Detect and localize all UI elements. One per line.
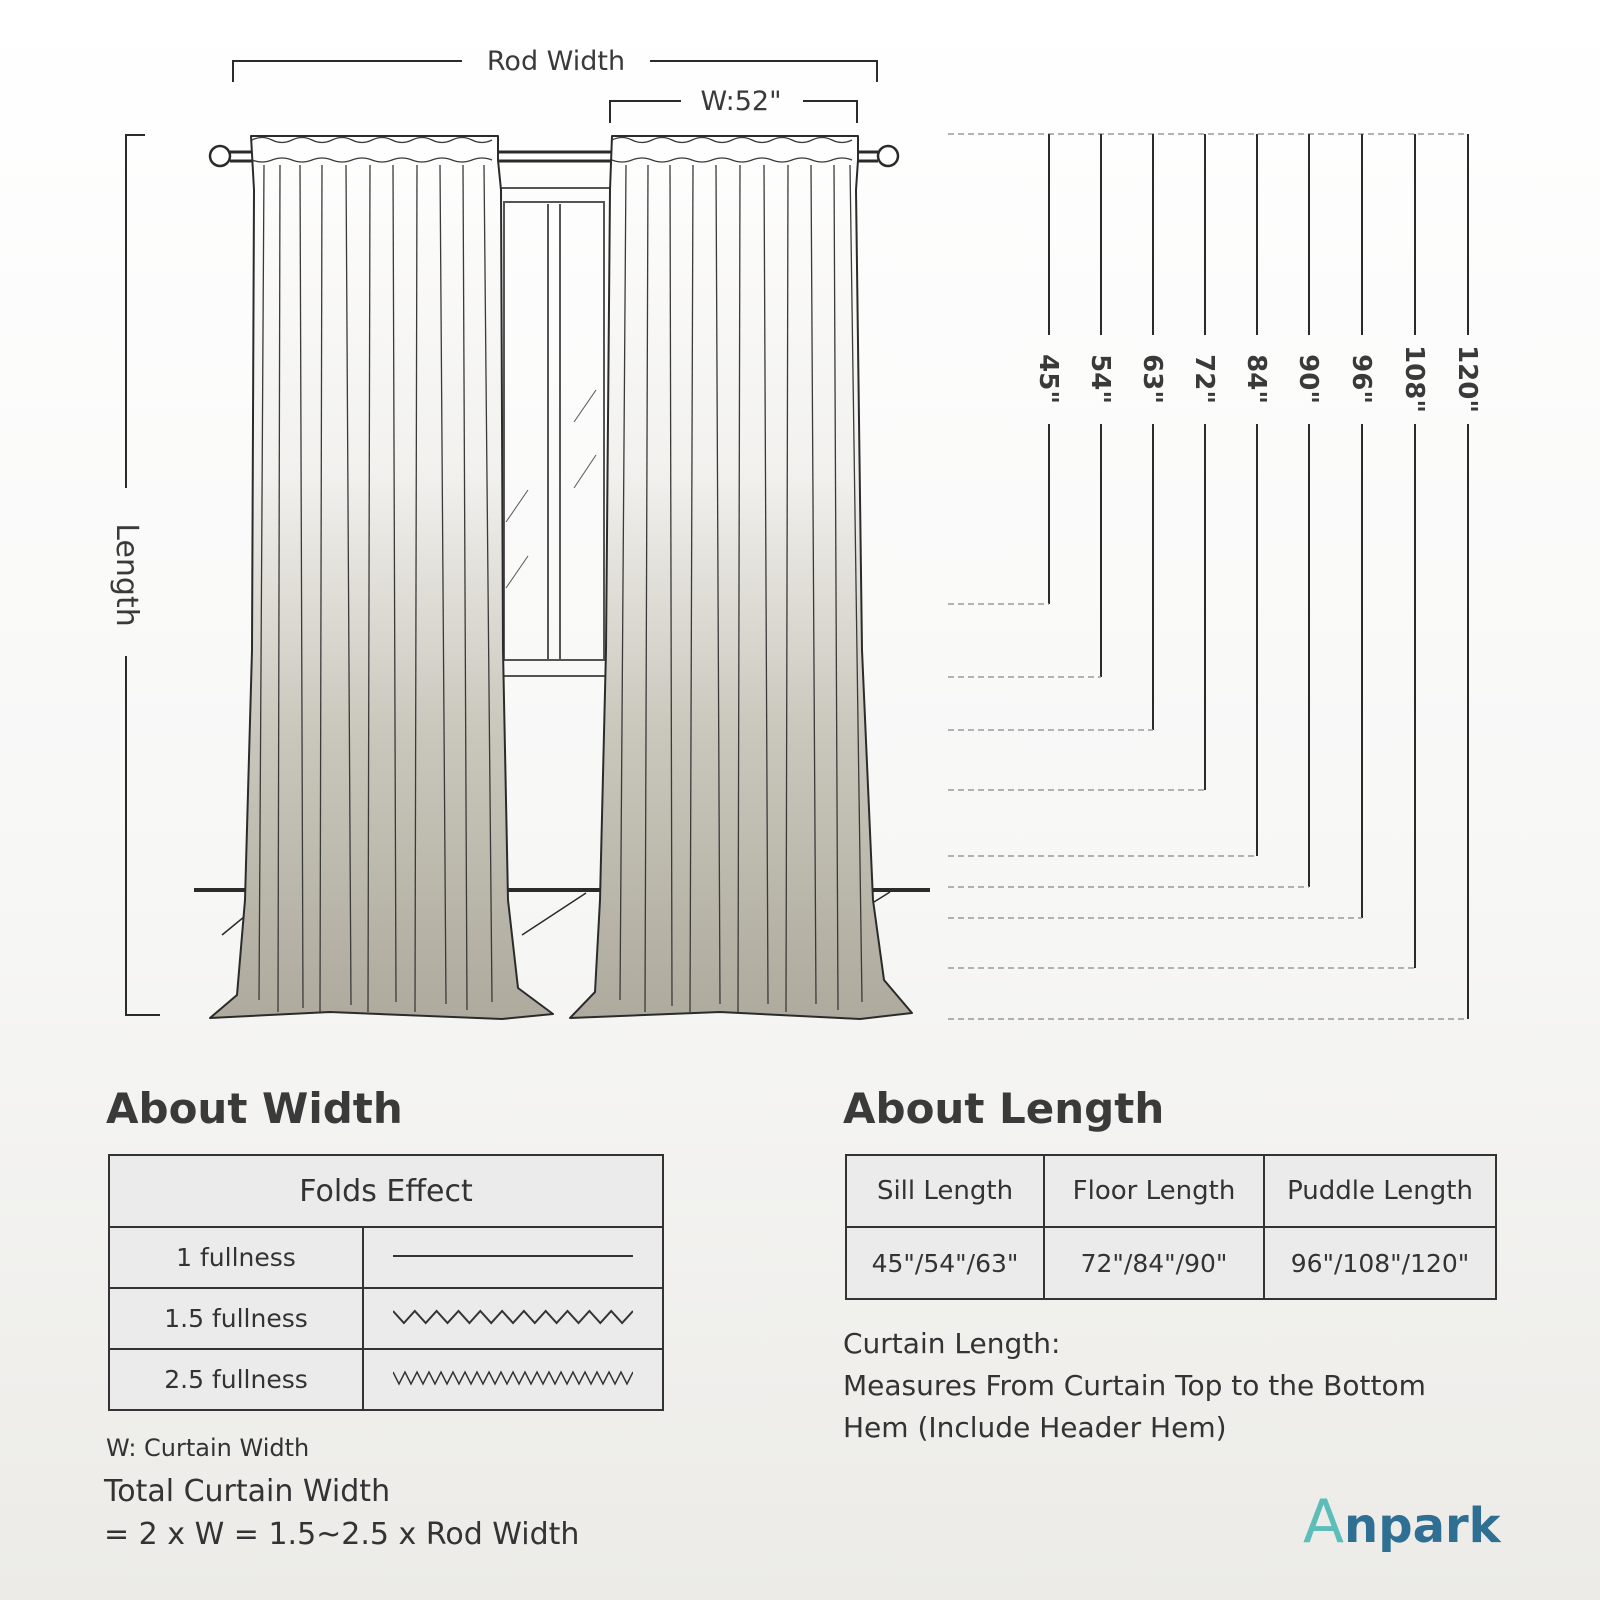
length-option-label: 72": [1189, 354, 1219, 404]
fullness-label: 2.5 fullness: [109, 1349, 363, 1410]
svg-text:Anpark: Anpark: [1303, 1487, 1501, 1556]
table-row: [109, 1227, 663, 1288]
table-row: [109, 1349, 663, 1410]
table-row: [109, 1288, 663, 1349]
total-width-title: Total Curtain Width: [104, 1474, 391, 1509]
length-types-table: [845, 1154, 1497, 1300]
curtain-length-title: Curtain Length:: [843, 1327, 1061, 1360]
total-width-formula: = 2 x W = 1.5~2.5 x Rod Width: [104, 1517, 580, 1552]
length-option-label: 54": [1085, 354, 1115, 404]
right-curtain-panel: [570, 136, 912, 1019]
sill-length-values: 45"/54"/63": [846, 1227, 1044, 1299]
length-option-label: 120": [1452, 345, 1482, 413]
floor-length-header: Floor Length: [1044, 1155, 1264, 1227]
length-option-label: 63": [1137, 354, 1167, 404]
puddle-length-header: Puddle Length: [1264, 1155, 1496, 1227]
length-label: Length: [109, 523, 144, 627]
table-row: [846, 1227, 1496, 1299]
panel-width-label: W:52": [700, 86, 782, 117]
length-option-label: 84": [1241, 354, 1271, 404]
folds-effect-table: [108, 1154, 664, 1411]
sill-length-header: Sill Length: [846, 1155, 1044, 1227]
fold-pattern-tight-zigzag: [363, 1349, 663, 1410]
about-width-heading: About Width: [106, 1084, 403, 1133]
window: [498, 188, 610, 676]
fullness-label: 1.5 fullness: [109, 1288, 363, 1349]
rod-width-label: Rod Width: [486, 46, 626, 77]
length-scale: [948, 134, 1482, 1019]
floor-length-values: 72"/84"/90": [1044, 1227, 1264, 1299]
about-length-heading: About Length: [843, 1084, 1165, 1133]
curtain-width-note: W: Curtain Width: [106, 1434, 310, 1462]
fold-pattern-wide-zigzag: [363, 1288, 663, 1349]
folds-effect-header: Folds Effect: [109, 1155, 663, 1227]
fullness-label: 1 fullness: [109, 1227, 363, 1288]
length-option-label: 108": [1399, 345, 1429, 413]
curtain-length-description-line1: Measures From Curtain Top to the Bottom: [843, 1369, 1426, 1402]
fold-pattern-straight: [363, 1227, 663, 1288]
puddle-length-values: 96"/108"/120": [1264, 1227, 1496, 1299]
left-curtain-panel: [210, 136, 553, 1019]
length-option-label: 90": [1293, 354, 1323, 404]
length-option-label: 96": [1346, 354, 1376, 404]
length-option-label: 45": [1033, 354, 1063, 404]
curtain-length-description-line2: Hem (Include Header Hem): [843, 1411, 1227, 1444]
anpark-logo: [1303, 1486, 1503, 1556]
